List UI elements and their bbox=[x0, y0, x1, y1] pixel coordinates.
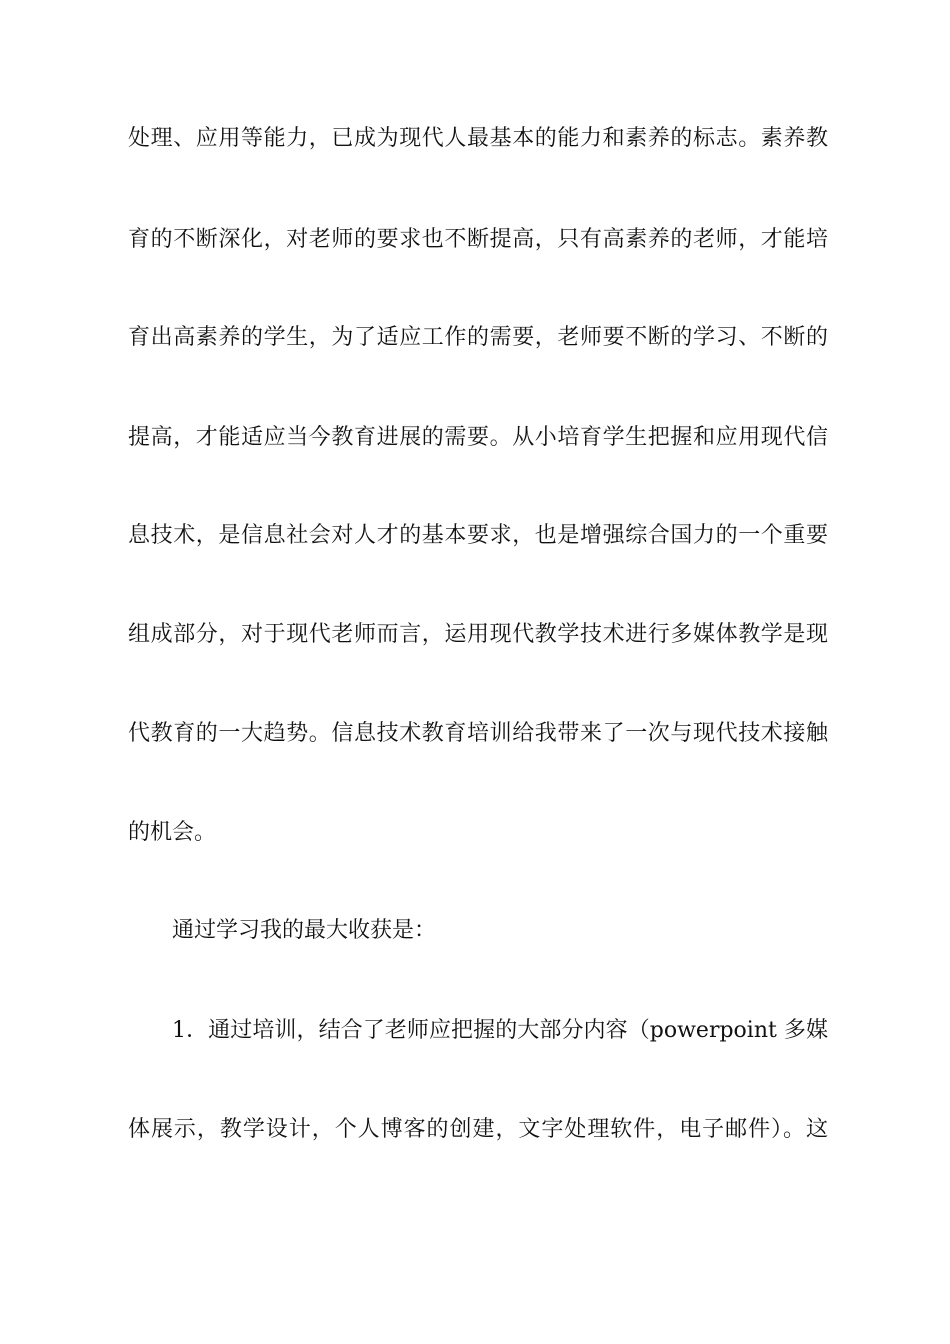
paragraph-line-3: 育出高素养的学生，为了适应工作的需要，老师要不断的学习、不断的 bbox=[128, 325, 828, 350]
paragraph-line-1: 处理、应用等能力，已成为现代人最基本的能力和素养的标志。素养教 bbox=[128, 126, 828, 151]
paragraph-line-2: 育的不断深化，对老师的要求也不断提高，只有高素养的老师，才能培 bbox=[128, 227, 828, 252]
paragraph-line-7: 代教育的一大趋势。信息技术教育培训给我带来了一次与现代技术接触 bbox=[128, 721, 828, 746]
paragraph-line-4: 提高，才能适应当今教育进展的需要。从小培育学生把握和应用现代信 bbox=[128, 425, 828, 450]
list-item-1-line-2: 体展示，教学设计，个人博客的创建，文字处理软件，电子邮件）。这 bbox=[128, 1117, 828, 1142]
paragraph-line-6: 组成部分，对于现代老师而言，运用现代教学技术进行多媒体教学是现 bbox=[128, 622, 828, 647]
paragraph-line-5: 息技术，是信息社会对人才的基本要求，也是增强综合国力的一个重要 bbox=[128, 523, 828, 548]
list-item-1-line-1: 1．通过培训，结合了老师应把握的大部分内容（powerpoint 多媒 bbox=[172, 1018, 828, 1043]
section-intro-line: 通过学习我的最大收获是： bbox=[172, 918, 437, 943]
paragraph-line-8: 的机会。 bbox=[128, 820, 217, 845]
